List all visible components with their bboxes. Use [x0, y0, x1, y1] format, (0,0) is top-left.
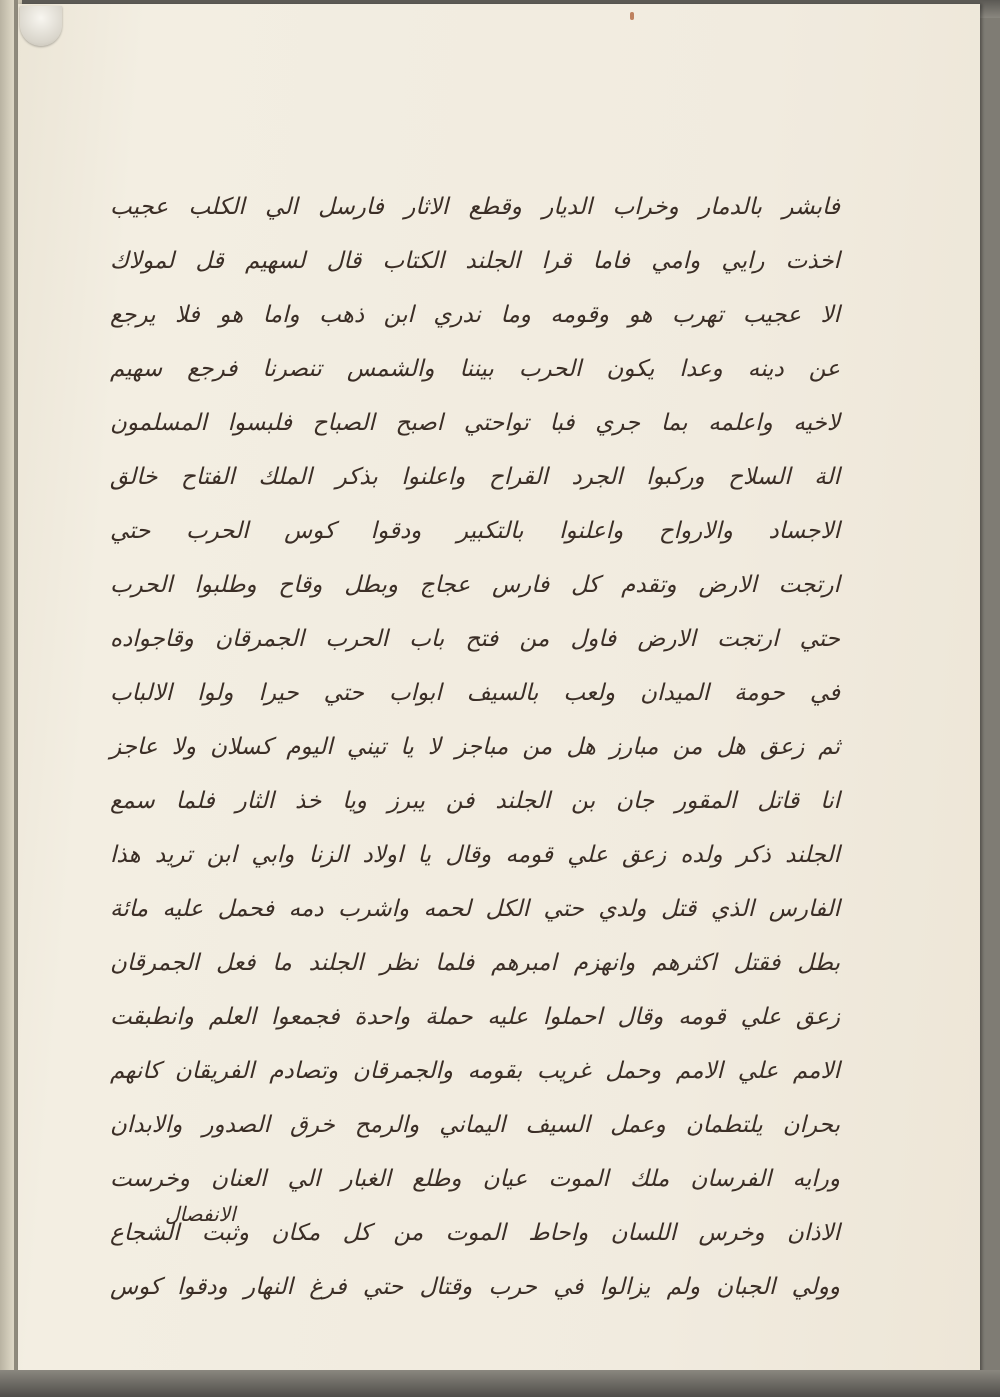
text-line: ورايه الفرسان ملك الموت عيان وطلع الغبار الي العنان وخرست	[110, 1166, 840, 1192]
text-line: ارتجت الارض وتقدم كل فارس عجاج وبطل وقاح وطلبوا الحرب	[110, 572, 840, 598]
text-line: بحران يلتطمان وعمل السيف اليماني والرمح خرق الصدور والابدان	[110, 1112, 840, 1138]
catchword: الانفصال	[165, 1202, 236, 1226]
text-line: ثم زعق هل من مبارز هل من مباجز لا يا تيني اليوم كسلان ولا عاجز	[110, 734, 840, 760]
text-line: الامم علي الامم وحمل غريب بقومه والجمرقان وتصادم الفريقان كانهم	[110, 1058, 840, 1084]
scan-background-bottom	[0, 1370, 1000, 1397]
text-line: وولي الجبان ولم يزالوا في حرب وقتال حتي فرغ النهار ودقوا كوس	[110, 1274, 840, 1300]
manuscript-text-block	[110, 180, 840, 1314]
text-line: الاذان وخرس اللسان واحاط الموت من كل مكان وثبت الشجاع	[110, 1220, 840, 1246]
text-line: الفارس الذي قتل ولدي حتي الكل لحمه واشرب دمه فحمل عليه مائة	[110, 896, 840, 922]
text-line: في حومة الميدان ولعب بالسيف ابواب حتي حيرا ولوا الالباب	[110, 680, 840, 706]
text-line: عن دينه وعدا يكون الحرب بيننا والشمس تنصرنا فرجع سهيم	[110, 356, 840, 382]
paper-stain	[630, 12, 634, 20]
text-line: الة السلاح وركبوا الجرد القراح واعلنوا بذكر الملك الفتاح خالق	[110, 464, 840, 490]
text-line: انا قاتل المقور جان بن الجلند فن يبرز ويا خذ الثار فلما سمع	[110, 788, 840, 814]
text-line: لاخيه واعلمه بما جري فبا تواحتي اصبح الصباح فلبسوا المسلمون	[110, 410, 840, 436]
text-line: الا عجيب تهرب هو وقومه وما ندري ابن ذهب واما هو فلا يرجع	[110, 302, 840, 328]
text-line: بطل فقتل اكثرهم وانهزم امبرهم فلما نظر الجلند ما فعل الجمرقان	[110, 950, 840, 976]
binding-clip	[20, 6, 62, 46]
text-line: الجلند ذكر ولده زعق علي قومه وقال يا اولاد الزنا وابي ابن تريد هذا	[110, 842, 840, 868]
text-line: حتي ارتجت الارض فاول من فتح باب الحرب الجمرقان وقاجواده	[110, 626, 840, 652]
text-line: الاجساد والارواح واعلنوا بالتكبير ودقوا كوس الحرب حتي	[110, 518, 840, 544]
text-line: زعق علي قومه وقال احملوا عليه حملة واحدة فجمعوا العلم وانطبقت	[110, 1004, 840, 1030]
text-line: اخذت رايي وامي فاما قرا الجلند الكتاب قال لسهيم قل لمولاك	[110, 248, 840, 274]
text-line: فابشر بالدمار وخراب الديار وقطع الاثار فارسل الي الكلب عجيب	[110, 194, 841, 220]
